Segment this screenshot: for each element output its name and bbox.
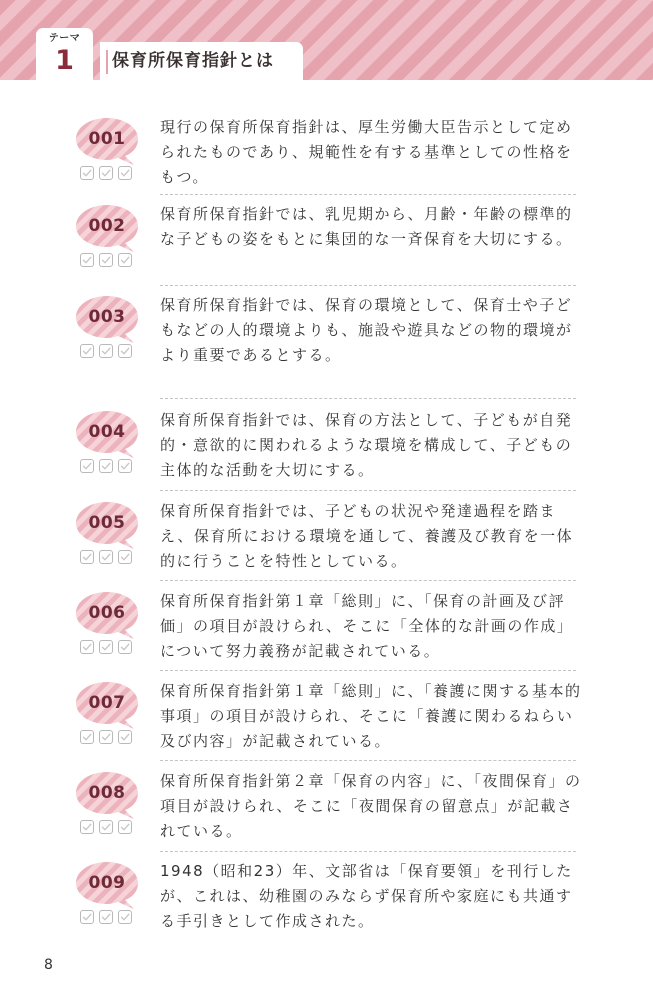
- statement-line: られたものであり、規範性を有する基準としての性格を: [160, 143, 573, 161]
- statement-text: [160, 293, 573, 368]
- question-number-bubble: [76, 295, 142, 345]
- question-item: [0, 589, 653, 669]
- review-checkbox: [99, 910, 113, 924]
- review-checkbox: [118, 550, 132, 564]
- question-number: 007: [88, 693, 126, 713]
- item-separator: [160, 398, 576, 399]
- statement-text: [160, 859, 573, 934]
- review-checkbox: [80, 640, 94, 654]
- review-checkbox-group: [80, 459, 136, 474]
- statement-text: [160, 202, 573, 252]
- question-number-bubble: [76, 771, 142, 821]
- question-item: [0, 499, 653, 579]
- review-checkbox: [118, 730, 132, 744]
- review-checkbox: [80, 820, 94, 834]
- statement-line: 的・意欲的に関われるような環境を構成して、子どもの: [160, 436, 573, 454]
- statement-line: 的に行うことを特性としている。: [160, 552, 408, 570]
- review-checkbox-group: [80, 640, 136, 655]
- statement-line: 保育所保育指針第１章「総則」に、「保育の計画及び評: [160, 592, 566, 610]
- statement-text: [160, 499, 573, 574]
- statement-line: 保育所保育指針では、保育の方法として、子どもが自発: [160, 411, 573, 429]
- review-checkbox: [118, 910, 132, 924]
- review-checkbox-group: [80, 730, 136, 745]
- review-checkbox: [118, 820, 132, 834]
- statement-line: な子どもの姿をもとに集団的な一斉保育を大切にする。: [160, 230, 573, 248]
- review-checkbox-group: [80, 550, 136, 565]
- review-checkbox: [118, 344, 132, 358]
- statement-text: [160, 589, 573, 664]
- statement-line: もなどの人的環境よりも、施設や遊具などの物的環境が: [160, 321, 573, 339]
- question-number: 009: [88, 873, 126, 893]
- statement-line: もつ。: [160, 168, 209, 186]
- question-number-bubble: [76, 410, 142, 460]
- review-checkbox: [118, 459, 132, 473]
- theme-number: 1: [55, 45, 74, 76]
- review-checkbox: [80, 550, 94, 564]
- review-checkbox: [80, 344, 94, 358]
- statement-line: え、保育所における環境を通して、養護及び教育を一体: [160, 527, 574, 545]
- question-item: [0, 202, 653, 282]
- review-checkbox: [80, 910, 94, 924]
- question-number-bubble: [76, 681, 142, 731]
- statement-text: [160, 769, 582, 844]
- statement-line: 保育所保育指針では、乳児期から、月齢・年齢の標準的: [160, 205, 573, 223]
- question-number: 002: [88, 216, 126, 236]
- item-separator: [160, 760, 576, 761]
- question-item: [0, 679, 653, 759]
- item-separator: [160, 851, 576, 852]
- question-number: 005: [88, 513, 126, 533]
- review-checkbox: [99, 344, 113, 358]
- statement-text: [160, 408, 572, 483]
- statement-line: 保育所保育指針では、保育の環境として、保育士や子ど: [160, 296, 573, 314]
- question-number-bubble: [76, 501, 142, 551]
- review-checkbox-group: [80, 344, 136, 359]
- theme-title-box: [100, 42, 303, 80]
- question-number: 004: [88, 422, 126, 442]
- item-separator: [160, 490, 576, 491]
- review-checkbox: [80, 253, 94, 267]
- review-checkbox: [99, 820, 113, 834]
- review-checkbox-group: [80, 820, 136, 835]
- review-checkbox: [99, 459, 113, 473]
- review-checkbox-group: [80, 910, 136, 925]
- review-checkbox: [80, 459, 94, 473]
- statement-line: より重要であるとする。: [160, 346, 342, 364]
- question-number: 006: [88, 603, 126, 623]
- review-checkbox: [80, 730, 94, 744]
- question-number: 008: [88, 783, 126, 803]
- statement-line: 保育所保育指針第２章「保育の内容」に、「夜間保育」の: [160, 772, 582, 790]
- theme-tab: [36, 28, 93, 80]
- page-number: 8: [44, 957, 53, 973]
- title-accent-bar: [106, 50, 108, 74]
- item-separator: [160, 285, 576, 286]
- question-item: [0, 769, 653, 849]
- question-number: 003: [88, 307, 126, 327]
- statement-text: [160, 679, 582, 754]
- statement-line: 1948（昭和23）年、文部省は「保育要領」を刊行した: [160, 862, 573, 880]
- statement-line: 価」の項目が設けられ、そこに「全体的な計画の作成」: [160, 617, 574, 635]
- statement-text: [160, 115, 573, 190]
- question-number-bubble: [76, 591, 142, 641]
- review-checkbox: [99, 550, 113, 564]
- item-separator: [160, 580, 576, 581]
- statement-line: 現行の保育所保育指針は、厚生労働大臣告示として定め: [160, 118, 573, 136]
- item-separator: [160, 670, 576, 671]
- question-item: [0, 408, 653, 488]
- statement-line: 保育所保育指針第１章「総則」に、「養護に関する基本的: [160, 682, 582, 700]
- statement-line: が、これは、幼稚園のみならず保育所や家庭にも共通す: [160, 887, 573, 905]
- statement-line: る手引きとして作成された。: [160, 912, 375, 930]
- review-checkbox: [99, 253, 113, 267]
- review-checkbox: [118, 166, 132, 180]
- review-checkbox: [99, 640, 113, 654]
- review-checkbox: [118, 253, 132, 267]
- question-number-bubble: [76, 117, 142, 167]
- review-checkbox-group: [80, 166, 136, 181]
- statement-line: れている。: [160, 822, 243, 840]
- statement-line: 事項」の項目が設けられ、そこに「養護に関わるねらい: [160, 707, 574, 725]
- item-separator: [160, 194, 576, 195]
- question-number: 001: [88, 129, 126, 149]
- theme-label: テーマ: [48, 33, 81, 44]
- statement-line: 項目が設けられ、そこに「夜間保育の留意点」が記載さ: [160, 797, 574, 815]
- review-checkbox: [118, 640, 132, 654]
- theme-header-band: [0, 0, 653, 80]
- question-item: [0, 293, 653, 373]
- statement-line: 主体的な活動を大切にする。: [160, 461, 375, 479]
- statement-line: 及び内容」が記載されている。: [160, 732, 392, 750]
- question-item: [0, 859, 653, 939]
- question-item: [0, 115, 653, 195]
- review-checkbox: [99, 166, 113, 180]
- theme-title: 保育所保育指針とは: [112, 51, 274, 71]
- question-number-bubble: [76, 204, 142, 254]
- question-number-bubble: [76, 861, 142, 911]
- review-checkbox-group: [80, 253, 136, 268]
- statement-line: について努力義務が記載されている。: [160, 642, 441, 660]
- review-checkbox: [80, 166, 94, 180]
- statement-line: 保育所保育指針では、子どもの状況や発達過程を踏ま: [160, 502, 557, 520]
- review-checkbox: [99, 730, 113, 744]
